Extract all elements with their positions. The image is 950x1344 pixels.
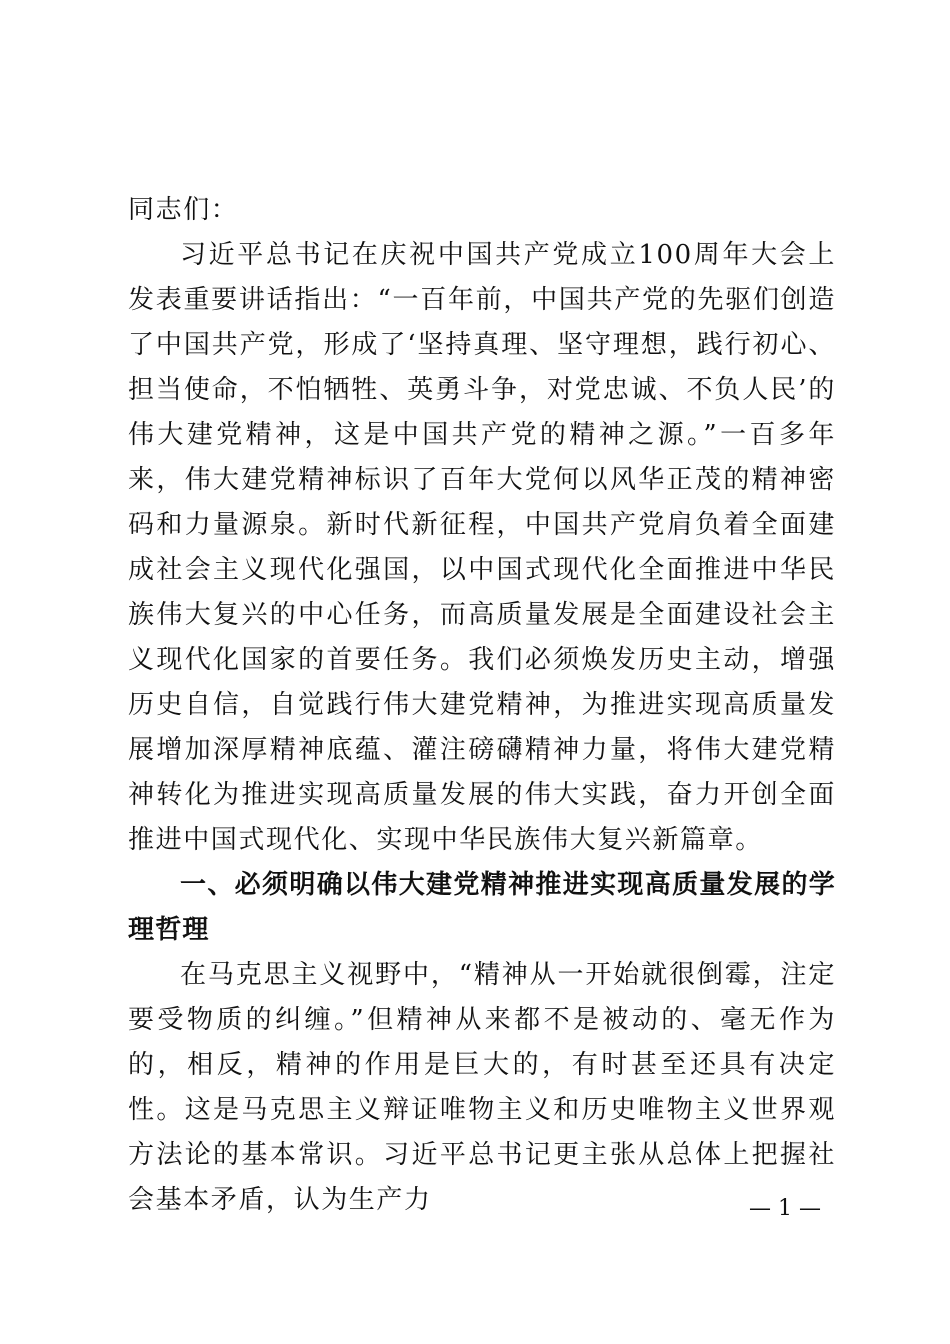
section-heading: 一、必须明确以伟大建党精神推进实现高质量发展的学理哲理 — [128, 870, 836, 945]
salutation: 同志们： — [128, 195, 239, 225]
intro-paragraph: 习近平总书记在庆祝中国共产党成立100周年大会上发表重要讲话指出：“一百年前，中国共产党的先驱们创造了中国共产党，形成了‘坚持真理、坚守理想，践行初心、担当使命，不怕牺牲、英勇斗争，对党忠诚、不负人民’的伟大建党精神，这是中国共产党的精神之源。”一百多年来，伟大建党精神标识了百年大党何以风华正茂的精神密码和力量源泉。新时代新征程，中国共产党肩负着全面建成社会主义现代化强国，以中国式现代化全面推进中华民族伟大复兴的中心任务，而高质量发展是全面建设社会主义现代化国家的首要任务。我们必须焕发历史主动，增强历史自信，自觉践行伟大建党精神，为推进实现高质量发展增加深厚精神底蕴、灌注磅礴精神力量，将伟大建党精神转化为推进实现高质量发展的伟大实践，奋力开创全面推进中国式现代化、实现中华民族伟大复兴新篇章。 — [128, 240, 836, 855]
document-body — [128, 188, 836, 1223]
page-number: — 1 — — [749, 1196, 821, 1221]
section-paragraph: 在马克思主义视野中，“精神从一开始就很倒霉，注定要受物质的纠缠。”但精神从来都不是被动的、毫无作为的，相反，精神的作用是巨大的，有时甚至还具有决定性。这是马克思主义辩证唯物主义和历史唯物主义世界观方法论的基本常识。习近平总书记更主张从总体上把握社会基本矛盾，认为生产力 — [128, 960, 836, 1215]
